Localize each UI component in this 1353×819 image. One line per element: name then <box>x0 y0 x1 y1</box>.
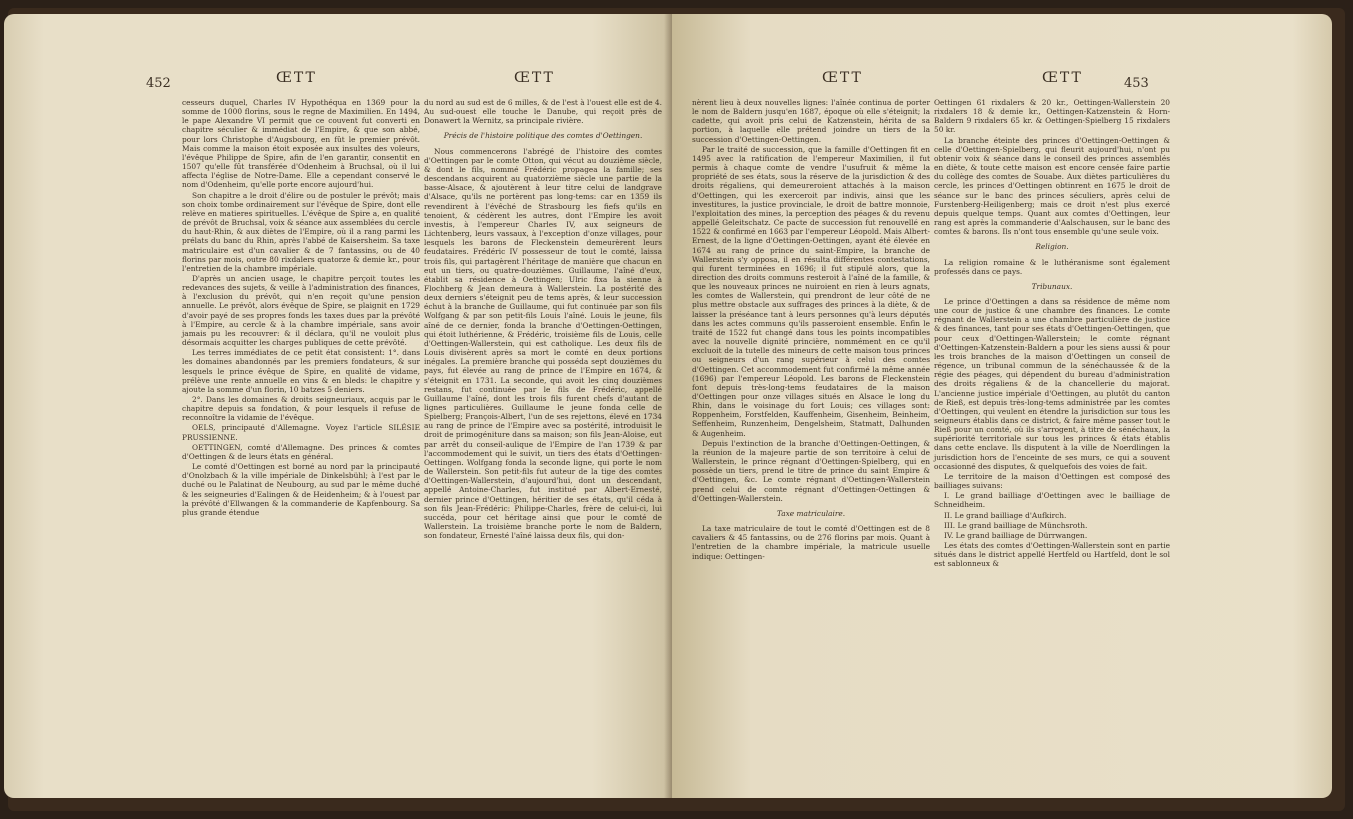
running-head-right-1: ŒTT <box>822 70 863 86</box>
running-head-left-2: ŒTT <box>514 70 555 86</box>
list-item: I. Le grand bailliage d'Oettingen avec le bailliage de Schneidheim. <box>934 491 1170 510</box>
page-number-right: 453 <box>1124 76 1149 91</box>
section-heading: Précis de l'histoire politique des comtes d'Oettingen. <box>443 131 643 141</box>
list-item: IV. Le grand bailliage de Dürrwangen. <box>944 530 1088 540</box>
paragraph: Nous commencerons l'abrégé de l'histoire des comtes d'Oettingen par le comte Otton, qui vécut au douzième siècle, & dont le fils, nommé Frédéric propagea la famille; ses descendans acquirent au quatorzième siècle une partie de la basse-Alsace, & ajoutèrent à leur titre celui de landgrave d'Alsace, qu'ils ne portèrent pas long-tems: car en 1359 ils revendirent à l'évêché de Strasbourg les fiefs qu'ils en tenoient, & cédèrent les autres, dont l'Empire les avoit investis, à l'empereur Charles IV, aux seigneurs de Lichtenberg, leurs vassaux, à l'exception d'onze villages, pour lesquels les barons de Fleckenstein demeurèrent leurs feudataires. Frédéric IV possesseur de tout le comté, laissa trois fils, qui partagèrent l'héritage de manière que chacun en eut un tiers, ou quatre-douzièmes. Guillaume, l'aîné d'eux, établit sa résidence à Oettingen; Ulric fixa la sienne à Flochberg & Jean demeura à Wallerstein. La postérité des deux derniers s'éteignit peu de tems après, & leur succession échut à la branche de Guillaume, qui fut continuée par son fils Wolfgang & par son petit-fils Louis l'aîné. Louis le jeune, fils aîné de ce dernier, fonda la branche d'Oettingen-Oettingen, qui étoit luthérienne, & Frédéric, troisième fils de Louis, celle d'Oettingen-Wallerstein, qui est catholique. Les deux fils de Louis divisèrent après sa mort le comté en deux portions inégales. La première branche qui posséda sept douzièmes du pays, fut élevée au rang de prince de l'Empire en 1674, & s'éteignit en 1731. La seconde, qui avoit les cinq douzièmes restans, fut continuée par le fils de Frédéric, appellé Guillaume l'aîné, dont les trois fils furent chefs d'autant de lignes particulières. Guillaume le jeune fonda celle de Spielberg; François-Albert, l'un de ses rejettons, élevé en 1734 au rang de prince de l'Empire avec sa postérité, introduisit le droit de primogéniture dans sa maison; son fils Jean-Aloise, eut par arrêt du conseil-aulique de l'Empire de l'an 1739 & par l'accommodement qui le suivit, un tiers des états d'Oettingen-Oettingen. Wolfgang fonda la seconde ligne, qui porte le nom de Wallerstein. Son petit-fils fut auteur de la tige des comtes d'Oettingen-Wallerstein, d'aujourd'hui, dont un descendant, appellé Antoine-Charles, fut institué par Albert-Ernesté, dernier prince d'Oettingen, héritier de ses états, qu'il céda à son fils Jean-Frédéric: Philippe-Charles, frère de celui-ci, lui succéda, pour cet héritage ainsi que pour le comté de Wallerstein. La troisième branche porte le nom de Baldern, son fondateur, Ernesté l'aîné laissa deux fils, qui don- <box>424 146 662 541</box>
paragraph: La branche éteinte des princes d'Oettingen-Oettingen & celle d'Oettingen-Spielberg, qui fleurit aujourd'hui, n'ont pu obtenir voix & séance dans le conseil des princes assemblés en diète, & toute cette maison est encore censée faire partie du collège des comtes de Souabe. Aux diètes particulières du cercle, les princes d'Oettingen obtinrent en 1675 le droit de séance sur le banc des princes séculiers, après celui de Furstenberg-Heiligenberg; mais ce droit n'est plus exercé depuis quelque temps. Quant aux comtes d'Oettingen, leur rang est après la commanderie d'Aalschausen, sur le banc des comtes & barons. Ils n'ont tous ensemble qu'une seule voix. <box>934 135 1170 237</box>
paragraph: La taxe matriculaire de tout le comté d'Oettingen est de 8 cavaliers & 45 fantassins, ou de 276 florins par mois. Quant à l'entretien de la chambre impériale, la matricule usuelle indique: Oettingen- <box>692 524 930 561</box>
right-column-2 <box>934 98 1170 570</box>
page-number-left: 452 <box>146 76 171 91</box>
section-heading: Religion. <box>1035 242 1069 252</box>
paragraph: du nord au sud est de 6 milles, & de l'est à l'ouest elle est de 4. Au sud-ouest elle touche le Danube, qui reçoit près de Donawert la Wernitz, sa principale rivière. <box>424 98 662 126</box>
running-head-right-2: ŒTT <box>1042 70 1083 86</box>
list-item: II. Le grand bailliage d'Aufkirch. <box>944 510 1067 520</box>
paragraph: Le comté d'Oettingen est borné au nord par la principauté d'Onolzbach & la ville impériale de Dinkelsbühl; à l'est par le duché ou le Palatinat de Neubourg, au sud par le même duché & les seigneuries d'Ealingen & de Heidenheim; & à l'ouest par la prévôté d'Ellwangen & la commanderie de Kapfenbourg. Sa plus grande étendue <box>182 462 420 517</box>
paragraph: Oettingen 61 rixdalers & 20 kr., Oettingen-Wallerstein 20 rixdalers 18 & demie kr., Oettingen-Katzenstein & Horn-Baldern 9 rixdalers 65 kr. & Oettingen-Spielberg 15 rixdalers 50 kr. <box>934 98 1170 135</box>
paragraph: D'après un ancien usage, le chapitre perçoit toutes les redevances des sujets, & veille à l'administration des finances, à l'exclusion du prévôt, qui n'en reçoit qu'une pension annuelle. Le prévôt, alors évêque de Spire, se plaignit en 1729 d'avoir payé de ses propres fonds les taxes dues par la prévôté à l'Empire, au cercle & à la chambre impériale, sans avoir jamais pu les recouvrer: & il déclara, qu'il ne vouloit plus désormais acquitter les charges publiques de cette prévôté. <box>182 273 420 348</box>
paragraph: Le prince d'Oettingen a dans sa résidence de même nom une cour de justice & une chambre des finances. Le comte régnant de Wallerstein a une chambre particulière de justice & des finances, tant pour ses états d'Oettingen-Oettingen, que pour ceux d'Oettingen-Wallerstein; le comte régnant d'Oettingen-Katzenstein-Baldern a pour les siens aussi & pour les trois branches de la maison d'Oettingen un conseil de régence, un tribunal commun de la sénéchaussée & de la régie des péages, qui dépendent du bureau d'administration des droits régaliens & de la chancellerie du majorat. L'ancienne justice impériale d'Oettingen, au plutôt du canton de Rieß, est depuis très-long-tems administrée par les comtes d'Oettingen, qui veulent en étendre la jurisdiction sur tous les seigneurs établis dans ce district, & faire même passer tout le Rieß pour un comté, où ils s'arrogent, à titre de sénéchaux, la supériorité territoriale sur tous les princes & états établis dans cette enclave. Ils disputent à la ville de Noerdlingen la jurisdiction hors de l'enceinte de ses murs, ce qui a souvent occasionné des disputes, & quelquefois des voies de fait. <box>934 296 1170 471</box>
paragraph: La religion romaine & le luthéranisme sont également professés dans ce pays. <box>934 257 1170 276</box>
section-heading: Tribunaux. <box>1031 281 1073 291</box>
right-page <box>672 14 1332 798</box>
paragraph: Les terres immédiates de ce petit état consistent: 1°. dans les domaines abandonnés par les premiers fondateurs, & sur lesquels le prince évêque de Spire, en qualité de vidame, prélève une rente annuelle en vins & en bleds: le chapitre y ajoute la somme d'un florin, 10 batzes 5 deniers. <box>182 348 420 394</box>
section-heading: Taxe matriculaire. <box>776 508 846 518</box>
paragraph: Le territoire de la maison d'Oettingen est composé des bailliages suivans: <box>934 471 1170 491</box>
left-column-1 <box>182 98 420 518</box>
paragraph: cesseurs duquel, Charles IV Hypothéqua en 1369 pour la somme de 1000 florins, sous le regne de Maximilien. En 1494, le pape Alexandre VI permit que ce couvent fut converti en chapitre séculier & immédiat de l'Empire, & que son abbé, pour lors Christophe d'Augsbourg, en fût le premier prévôt. Mais comme la maison étoit exposée aux insultes des voleurs, l'évêque Philippe de Spire, afin de l'en garantir, consentit en 1507 qu'elle fût transférée d'Odenheim à Bruchsal, où il lui affecta l'église de Notre-Dame. Elle a cependant conservé le nom d'Odenheim, qu'elle porte encore aujourd'hui. <box>182 98 420 190</box>
right-column-1 <box>692 98 930 562</box>
paragraph: OETTINGEN, comté d'Allemagne. Des princes & comtes d'Oettingen & de leurs états en général. <box>182 442 420 461</box>
paragraph: nèrent lieu à deux nouvelles lignes: l'aînée continua de porter le nom de Baldern jusqu'en 1687, époque où elle s'éteignit; la cadette, qui avoit pris celui de Katzenstein, hérita de sa portion, à laquelle elle prétend joindre un tiers de la succession d'Oettingen-Oettingen. <box>692 98 930 144</box>
paragraph: 2°. Dans les domaines & droits seigneuriaux, acquis par le chapitre depuis sa fondation, & pour lesquels il refuse de reconnoître la vidamie de l'évêque. <box>182 395 420 423</box>
list-item: III. Le grand bailliage de Münchsroth. <box>944 520 1088 530</box>
paragraph: Par le traité de succession, que la famille d'Oettingen fit en 1495 avec la ratification de l'empereur Maximilien, il fut permis à chaque comte de vendre l'usufruit & même la propriété de ses états, sous la réserve de la jurisdiction & des droits régaliens, qui demeureroient attachés à la maison d'Oettingen, qui les exerceroit par indivis, ainsi que les investitures, la justice provinciale, le droit de battre monnoie, l'exploitation des mines, la perception des péages & du revenu appellé Geleitschatz. Ce pacte de succession fut renouvellé en 1522 & confirmé en 1663 par l'empereur Léopold. Mais Albert-Ernest, de la ligne d'Oettingen-Oettingen, ayant été élevée en 1674 au rang de prince du saint-Empire, la branche de Wallerstein s'y opposa, il en résulta différentes contestations, qui furent terminées en 1696; il fut stipulé alors, que la direction des droits communs resteroit à l'aîné de la famille, & que les nouveaux princes ne nuiroient en rien à leurs agnats, les comtes de Wallerstein, qui prendront de leur côté de ne plus mettre obstacle aux suffrages des princes à la diète, & de laisser la préséance tant à leurs personnes qu'à leurs députés dans les actes communs qu'ils passeroient ensemble. Enfin le traité de 1522 fut changé dans tous les points incompatibles avec la nouvelle dignité princière, nommément en ce qu'il excluoit de la tutelle des mineurs de cette maison tous princes ou seigneurs d'un rang supérieur à celui des comtes d'Oettingen. Cet accommodement fut confirmé la même année (1696) par l'empereur Léopold. Les barons de Fleckenstein font depuis très-long-tems feudataires de la maison d'Oettingen pour onze villages situés en Alsace le long du Rhin, dans le voisinage du fort Louis; ces villages sont: Roppenheim, Forstfelden, Kauffenheim, Gisenheim, Beinheim, Seffenheim, Runzenheim, Dengelsheim, Statmatt, Dalhunden & Augenheim. <box>692 144 930 438</box>
left-column-2 <box>424 98 662 541</box>
paragraph: Son chapitre a le droit d'élire ou de postuler le prévôt; mais son choix tombe ordinairement sur l'évêque de Spire, dont elle relève en matieres spirituelles. L'évêque de Spire a, en qualité de prévôt de Bruchsal, voix & séance aux assemblées du cercle du haut-Rhin, & aux diètes de l'Empire, où il a rang parmi les prélats du banc du Rhin, après l'abbé de Kaisersheim. Sa taxe matriculaire est d'un cavalier & de 7 fantassins, ou de 40 florins par mois, outre 80 rixdalers quatorze & demie kr., pour l'entretien de la chambre impériale. <box>182 190 420 273</box>
paragraph: Depuis l'extinction de la branche d'Oettingen-Oettingen, & la réunion de la majeure partie de son territoire à celui de Wallerstein, le prince régnant d'Oettingen-Spielberg, qui en possède un tiers, prend le titre de prince du saint Empire & d'Oettingen, &c. Le comte régnant d'Oettingen-Wallerstein prend celui de comte régnant d'Oettingen-Oettingen & d'Oettingen-Wallerstein. <box>692 438 930 503</box>
left-page <box>4 14 672 798</box>
paragraph: OELS, principauté d'Allemagne. Voyez l'article SILÉSIE PRUSSIENNE. <box>182 423 420 442</box>
running-head-left-1: ŒTT <box>276 70 317 86</box>
paragraph: Les états des comtes d'Oettingen-Wallerstein sont en partie situés dans le district appellé Hertfeld ou Hartfeld, dont le sol est sablonneux & <box>934 541 1170 569</box>
